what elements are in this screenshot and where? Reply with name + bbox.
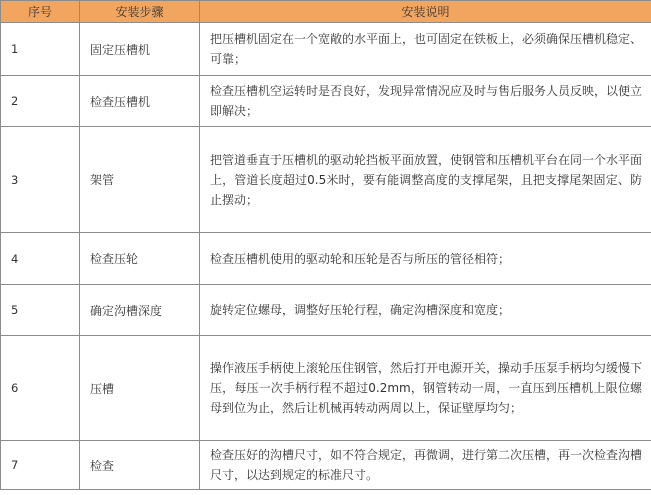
table-row xyxy=(1,76,651,127)
row-desc: 把压槽机固定在一个宽敞的水平面上，也可固定在铁板上，必须确保压槽机稳定、可靠； xyxy=(200,23,651,76)
row-step: 检查压槽机 xyxy=(80,76,200,127)
row-desc: 检查压好的沟槽尺寸，如不符合规定，再微调，进行第二次压槽，再一次检查沟槽尺寸，以达到规定的标准尺寸。 xyxy=(200,441,651,490)
header-step: 安装步骤 xyxy=(80,1,200,23)
row-desc: 操作液压手柄使上滚轮压住钢管，然后打开电源开关，操动手压泵手柄均匀缓慢下压，每压一次手柄行程不超过0.2mm，钢管转动一周，一直压到压槽机上限位螺母到位为止，然后让机械再转动两周以上，保证壁厚均匀； xyxy=(200,336,651,441)
row-seq: 5 xyxy=(1,285,80,336)
header-seq: 序号 xyxy=(1,1,80,23)
table-row xyxy=(1,233,651,285)
row-desc: 检查压槽机使用的驱动轮和压轮是否与所压的管径相符； xyxy=(200,233,651,285)
table-row xyxy=(1,336,651,441)
table-row xyxy=(1,23,651,76)
table-row xyxy=(1,441,651,490)
row-step: 确定沟槽深度 xyxy=(80,285,200,336)
table-row xyxy=(1,285,651,336)
row-seq: 1 xyxy=(1,23,80,76)
row-seq: 4 xyxy=(1,233,80,285)
row-step: 架管 xyxy=(80,127,200,233)
row-seq: 2 xyxy=(1,76,80,127)
row-desc: 检查压槽机空运转时是否良好，发现异常情况应及时与售后服务人员反映，以便立即解决； xyxy=(200,76,651,127)
row-step: 检查 xyxy=(80,441,200,490)
row-desc: 把管道垂直于压槽机的驱动轮挡板平面放置，使钢管和压槽机平台在同一个水平面上，管道长度超过0.5米时，要有能调整高度的支撑尾架，且把支撑尾架固定、防止摆动； xyxy=(200,127,651,233)
row-step: 压槽 xyxy=(80,336,200,441)
table-row xyxy=(1,127,651,233)
row-seq: 6 xyxy=(1,336,80,441)
row-step: 检查压轮 xyxy=(80,233,200,285)
row-seq: 3 xyxy=(1,127,80,233)
row-desc: 旋转定位螺母，调整好压轮行程，确定沟槽深度和宽度； xyxy=(200,285,651,336)
header-row xyxy=(1,1,651,23)
row-step: 固定压槽机 xyxy=(80,23,200,76)
row-seq: 7 xyxy=(1,441,80,490)
header-desc: 安装说明 xyxy=(200,1,651,23)
